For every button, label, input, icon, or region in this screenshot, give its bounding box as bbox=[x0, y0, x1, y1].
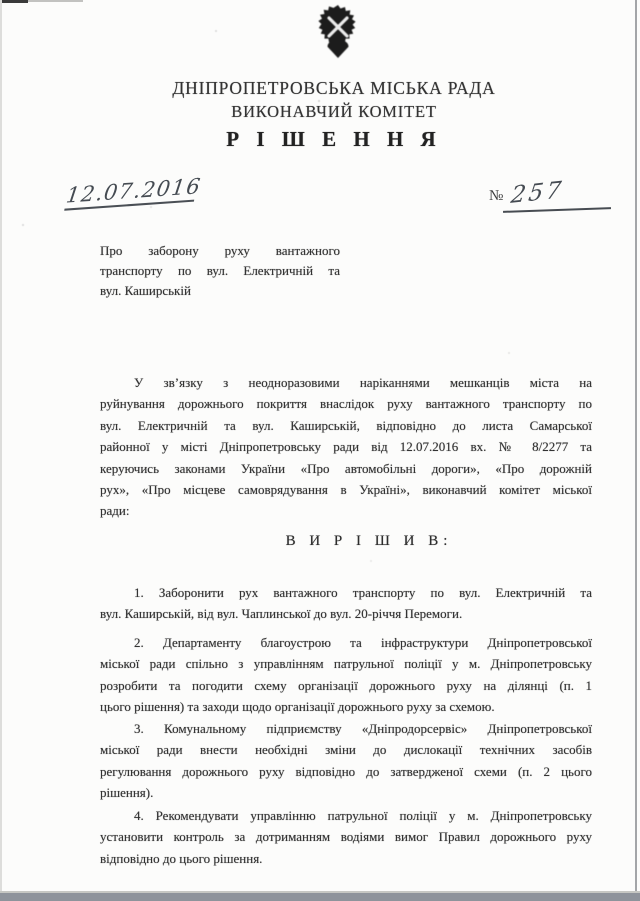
handwritten-date: 12.07.2016 bbox=[64, 174, 198, 210]
scan-edge-top bbox=[0, 0, 28, 3]
document-number bbox=[489, 176, 566, 210]
text-line: рух», «Про місцеве самоврядування в Україні», виконавчий комітет міської bbox=[100, 482, 592, 498]
resolution-item-1 bbox=[100, 582, 592, 625]
text-line: транспорту по вул. Електричній та bbox=[100, 263, 340, 278]
scan-specks bbox=[0, 0, 2, 2]
text-line: У зв’язку з неодноразовими наріканнями мешканців міста на bbox=[134, 375, 592, 390]
subject-block bbox=[100, 241, 340, 301]
number-sign-label: № bbox=[489, 188, 504, 204]
resolution-item-3 bbox=[100, 718, 592, 804]
text-line: рішення). bbox=[100, 785, 154, 801]
text-line: цього рішення) та заходи щодо організації дорожнього руху за схемою. bbox=[100, 699, 495, 715]
document-type-title: Р І Ш Е Н Н Я bbox=[226, 127, 442, 151]
organization-name: ДНІПРОПЕТРОВСЬКА МІСЬКА РАДА bbox=[172, 78, 496, 98]
text-line: вул. Електричній та вул. Каширській, відповідно до листа Самарської bbox=[100, 417, 592, 433]
text-line: керуючись законами України «Про автомобільні дороги», «Про дорожній bbox=[100, 460, 592, 476]
text-line: руйнування дорожнього покриття внаслідок руху вантажного транспорту по bbox=[100, 396, 592, 412]
text-line: розробити та погодити схему організації дорожнього руху на ділянці (п. 1 bbox=[100, 677, 592, 693]
text-line: міської ради внести необхідні зміни до дислокації технічних засобів bbox=[100, 742, 592, 758]
document-header bbox=[14, 78, 640, 152]
text-line: регулювання дорожнього руху відповідно до затвердженої схеми (п. 2 цього bbox=[100, 763, 592, 779]
text-line: міської ради спільно з управлінням патрульної поліції у м. Дніпропетровську bbox=[100, 656, 592, 672]
scan-edge-top-faint bbox=[28, 0, 83, 2]
resolution-heading: В И Р І Ш И В: bbox=[285, 533, 453, 549]
text-line: 3. Комунальному підприємству «Дніпродорсервіс» Дніпропетровської bbox=[134, 721, 592, 736]
text-line: районної у місті Дніпропетровську ради від 12.07.2016 вх. № 8/2277 та bbox=[100, 439, 592, 455]
text-line: відповідно до цього рішення. bbox=[100, 850, 263, 866]
resolution-item-4 bbox=[100, 805, 592, 869]
text-line: 2. Департаменту благоустрою та інфраструктури Дніпропетровської bbox=[134, 635, 592, 650]
text-line: 4. Рекомендувати управлінню патрульної поліції у м. Дніпропетровську bbox=[134, 808, 592, 823]
scan-edge-left bbox=[0, 0, 2, 893]
resolution-item-2 bbox=[100, 632, 592, 718]
preamble-paragraph bbox=[100, 372, 592, 522]
handwritten-number: 257 bbox=[509, 176, 566, 210]
text-line: ради: bbox=[100, 503, 130, 519]
text-line: Про заборону руху вантажного bbox=[100, 243, 340, 258]
text-line: 1. Заборонити рух вантажного транспорту по вул. Електричній та bbox=[134, 585, 592, 600]
scan-edge-bottom bbox=[0, 891, 640, 901]
text-line: вул. Каширській, від вул. Чаплинської до вул. 20-річчя Перемоги. bbox=[100, 606, 463, 622]
coat-of-arms-icon bbox=[315, 5, 361, 59]
organization-subdivision: ВИКОНАВЧИЙ КОМІТЕТ bbox=[231, 102, 437, 121]
text-line: установити контроль за дотриманням водіями вимог Правил дорожнього руху bbox=[100, 829, 592, 845]
text-line: вул. Каширській bbox=[100, 283, 191, 298]
